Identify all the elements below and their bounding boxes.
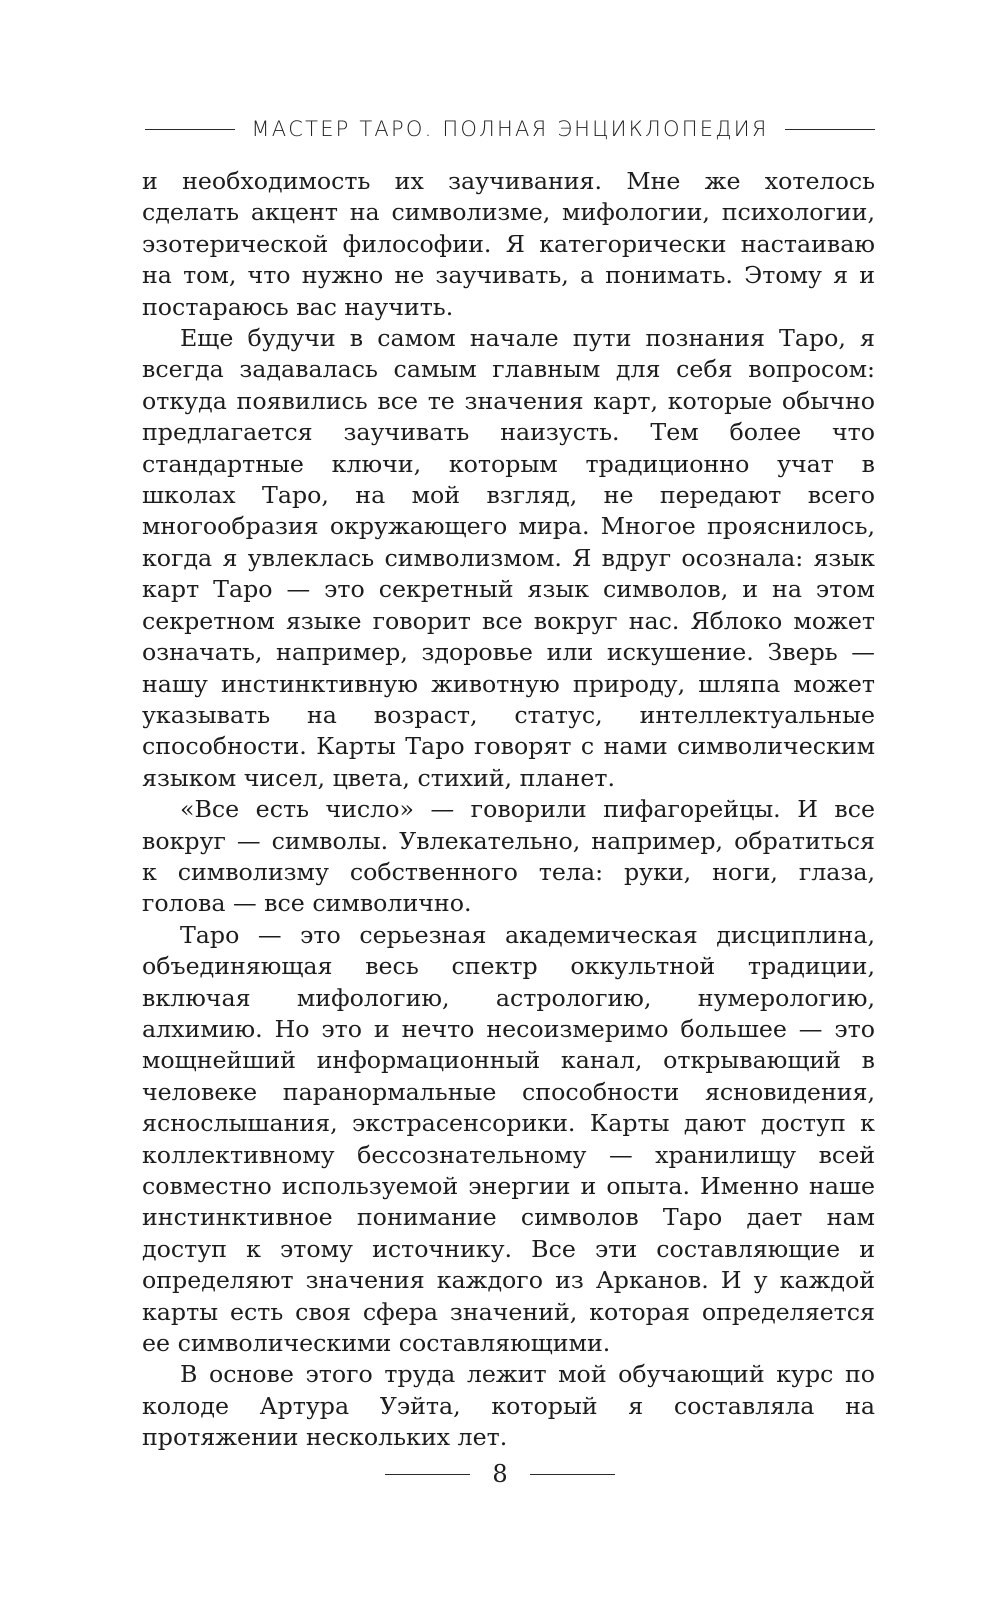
- running-head: [145, 114, 875, 144]
- footer-rule-right: [530, 1474, 615, 1475]
- page-footer: [385, 1457, 615, 1491]
- paragraph: Еще будучи в самом начале пути познания Таро, я всегда задавалась самым главным для себя вопросом: откуда появились все те значения карт, которые обычно предлагается заучивать наизусть. Тем более что стандартные ключи, которым традиционно учат в школах Таро, на мой взгляд, не передают всего многообразия окружающего мира. Многое прояснилось, когда я увлеклась символизмом. Я вдруг осознала: язык карт Таро — это секретный язык символов, и на этом секретном языке говорит все вокруг нас. Яблоко может означать, например, здоровье или искушение. Зверь — нашу инстинктивную животную природу, шляпа может указывать на возраст, статус, интеллектуальные способности. Карты Таро говорят с нами символическим языком чисел, цвета, стихий, планет.: [142, 324, 875, 792]
- paragraph: В основе этого труда лежит мой обучающий курс по колоде Артура Уэйта, который я составляла на протяжении нескольких лет.: [142, 1360, 875, 1452]
- page-body: [142, 166, 875, 1454]
- page-number: 8: [492, 1460, 508, 1488]
- header-rule-left: [145, 129, 235, 130]
- header-rule-right: [785, 129, 875, 130]
- paragraph-continuation: и необходимость их заучивания. Мне же хотелось сделать акцент на символизме, мифологии, психологии, эзотерической философии. Я категорически настаиваю на том, что нужно не заучивать, а понимать. Этому я и постараюсь вас научить.: [142, 167, 875, 321]
- footer-rule-left: [385, 1474, 470, 1475]
- paragraph: «Все есть число» — говорили пифагорейцы. И все вокруг — символы. Увлекательно, например, обратиться к символизму собственного тела: руки, ноги, глаза, голова — все символично.: [142, 795, 875, 918]
- paragraph: Таро — это серьезная академическая дисциплина, объединяющая весь спектр оккультной традиции, включая мифологию, астрологию, нумерологию, алхимию. Но это и нечто несоизмеримо большее — это мощнейший информационный канал, открывающий в человеке паранормальные способности ясновидения, яснослышания, экстрасенсорики. Карты дают доступ к коллективному бессознательному — хранилищу всей совместно используемой энергии и опыта. Именно наше инстинктивное понимание символов Таро дает нам доступ к этому источнику. Все эти составляющие и определяют значения каждого из Арканов. И у каждой карты есть своя сфера значений, которая определяется ее символическими составляющими.: [142, 920, 875, 1358]
- running-title: МАСТЕР ТАРО. ПОЛНАЯ ЭНЦИКЛОПЕДИЯ: [251, 117, 769, 141]
